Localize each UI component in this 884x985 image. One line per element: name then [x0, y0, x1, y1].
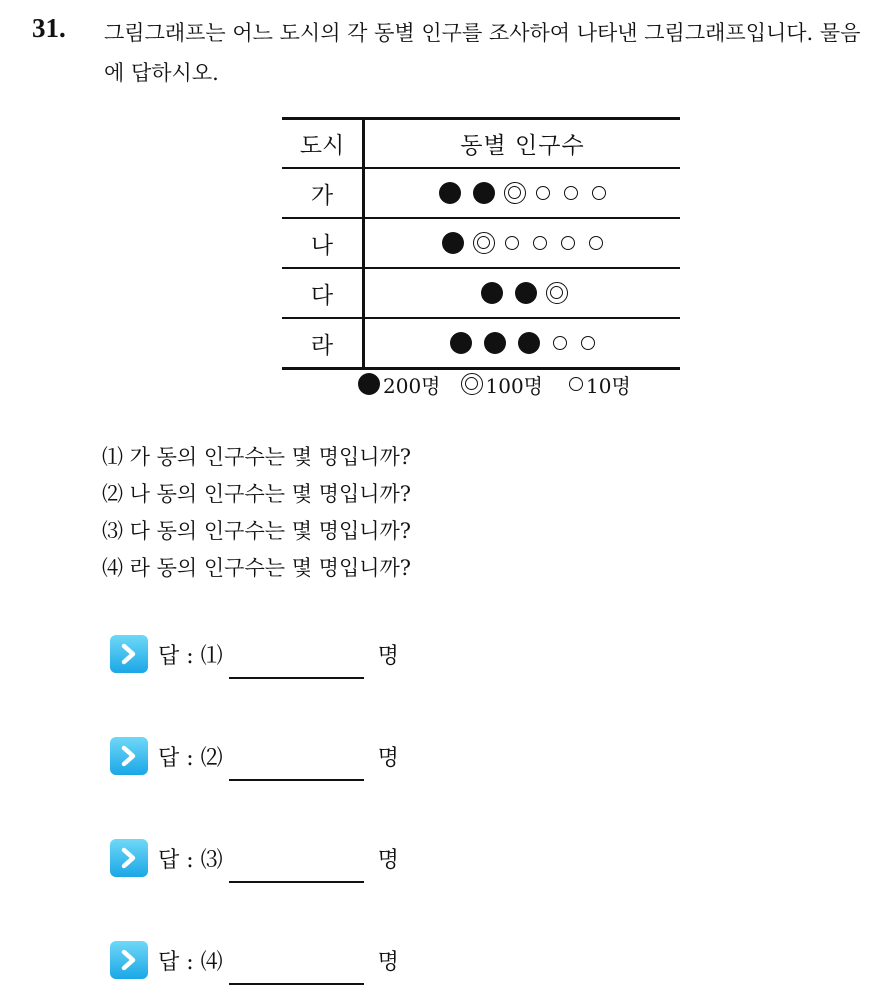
open-circle-icon: [581, 336, 595, 350]
sub-question: ⑴ 가 동의 인구수는 몇 명입니까?: [102, 445, 412, 469]
double-circle-icon: [473, 232, 495, 254]
double-circle-icon: [504, 182, 526, 204]
table-row: [282, 219, 680, 269]
sub-question: ⑵ 나 동의 인구수는 몇 명입니까?: [102, 482, 412, 506]
filled-circle-icon: [515, 282, 537, 304]
filled-circle-icon: [442, 232, 464, 254]
answer-blank[interactable]: [229, 649, 364, 679]
open-circle-icon: [536, 186, 550, 200]
answer-blank[interactable]: [229, 751, 364, 781]
table-row: [282, 169, 680, 219]
header-population: 동별 인구수: [460, 133, 585, 159]
answer-row: [110, 940, 399, 980]
table-row: [282, 269, 680, 319]
answer-row: [110, 736, 399, 776]
legend-big-label: 200명: [383, 373, 441, 398]
open-circle-icon: [589, 236, 603, 250]
open-circle-icon: [592, 186, 606, 200]
legend-item-small: [563, 370, 631, 399]
legend-small-label: 10명: [586, 373, 631, 398]
filled-circle-icon: [439, 182, 461, 204]
filled-circle-icon: [484, 332, 506, 354]
row-city-label: 나: [310, 232, 334, 259]
table-row: [282, 319, 680, 370]
filled-circle-icon: [518, 332, 540, 354]
legend-mid-label: 100명: [485, 373, 543, 398]
answer-unit: 명: [377, 847, 399, 873]
row-icons: [365, 169, 680, 217]
chevron-right-icon: [110, 635, 148, 673]
answer-unit: 명: [377, 643, 399, 669]
sub-question: ⑷ 라 동의 인구수는 몇 명입니까?: [102, 556, 412, 580]
chevron-right-icon: [110, 941, 148, 979]
open-circle-icon: [569, 377, 583, 391]
sub-question: ⑶ 다 동의 인구수는 몇 명입니까?: [102, 519, 412, 543]
legend-item-big: [358, 370, 441, 399]
answer-blank[interactable]: [229, 955, 364, 985]
open-circle-icon: [561, 236, 575, 250]
row-icons: [365, 269, 680, 317]
answer-unit: 명: [377, 949, 399, 975]
header-city: 도시: [299, 133, 345, 159]
sub-questions: [102, 439, 411, 587]
answer-label: 답 : ⑷: [158, 949, 223, 975]
double-circle-icon: [546, 282, 568, 304]
answer-unit: 명: [377, 745, 399, 771]
double-circle-icon: [461, 373, 483, 395]
row-icons: [365, 219, 680, 267]
chevron-right-icon: [110, 839, 148, 877]
answer-row: [110, 838, 399, 878]
question-number: 31.: [32, 13, 66, 43]
answer-label: 답 : ⑵: [158, 745, 223, 771]
question-text: 그림그래프는 어느 도시의 각 동별 인구를 조사하여 나타낸 그림그래프입니다. 물음에 답하시오.: [104, 21, 861, 85]
legend: [358, 370, 688, 398]
chevron-right-icon: [110, 737, 148, 775]
row-city-label: 가: [310, 182, 334, 209]
filled-circle-icon: [473, 182, 495, 204]
filled-circle-icon: [358, 373, 380, 395]
open-circle-icon: [553, 336, 567, 350]
answer-label: 답 : ⑶: [158, 847, 223, 873]
table-header-row: [282, 117, 680, 169]
answer-row: [110, 634, 399, 674]
filled-circle-icon: [481, 282, 503, 304]
legend-item-mid: [461, 370, 544, 399]
row-icons: [365, 319, 680, 367]
answer-blank[interactable]: [229, 853, 364, 883]
open-circle-icon: [564, 186, 578, 200]
row-city-label: 다: [310, 282, 334, 309]
open-circle-icon: [533, 236, 547, 250]
pictograph-table: [282, 117, 680, 370]
answer-label: 답 : ⑴: [158, 643, 223, 669]
row-city-label: 라: [310, 332, 334, 359]
open-circle-icon: [505, 236, 519, 250]
filled-circle-icon: [450, 332, 472, 354]
